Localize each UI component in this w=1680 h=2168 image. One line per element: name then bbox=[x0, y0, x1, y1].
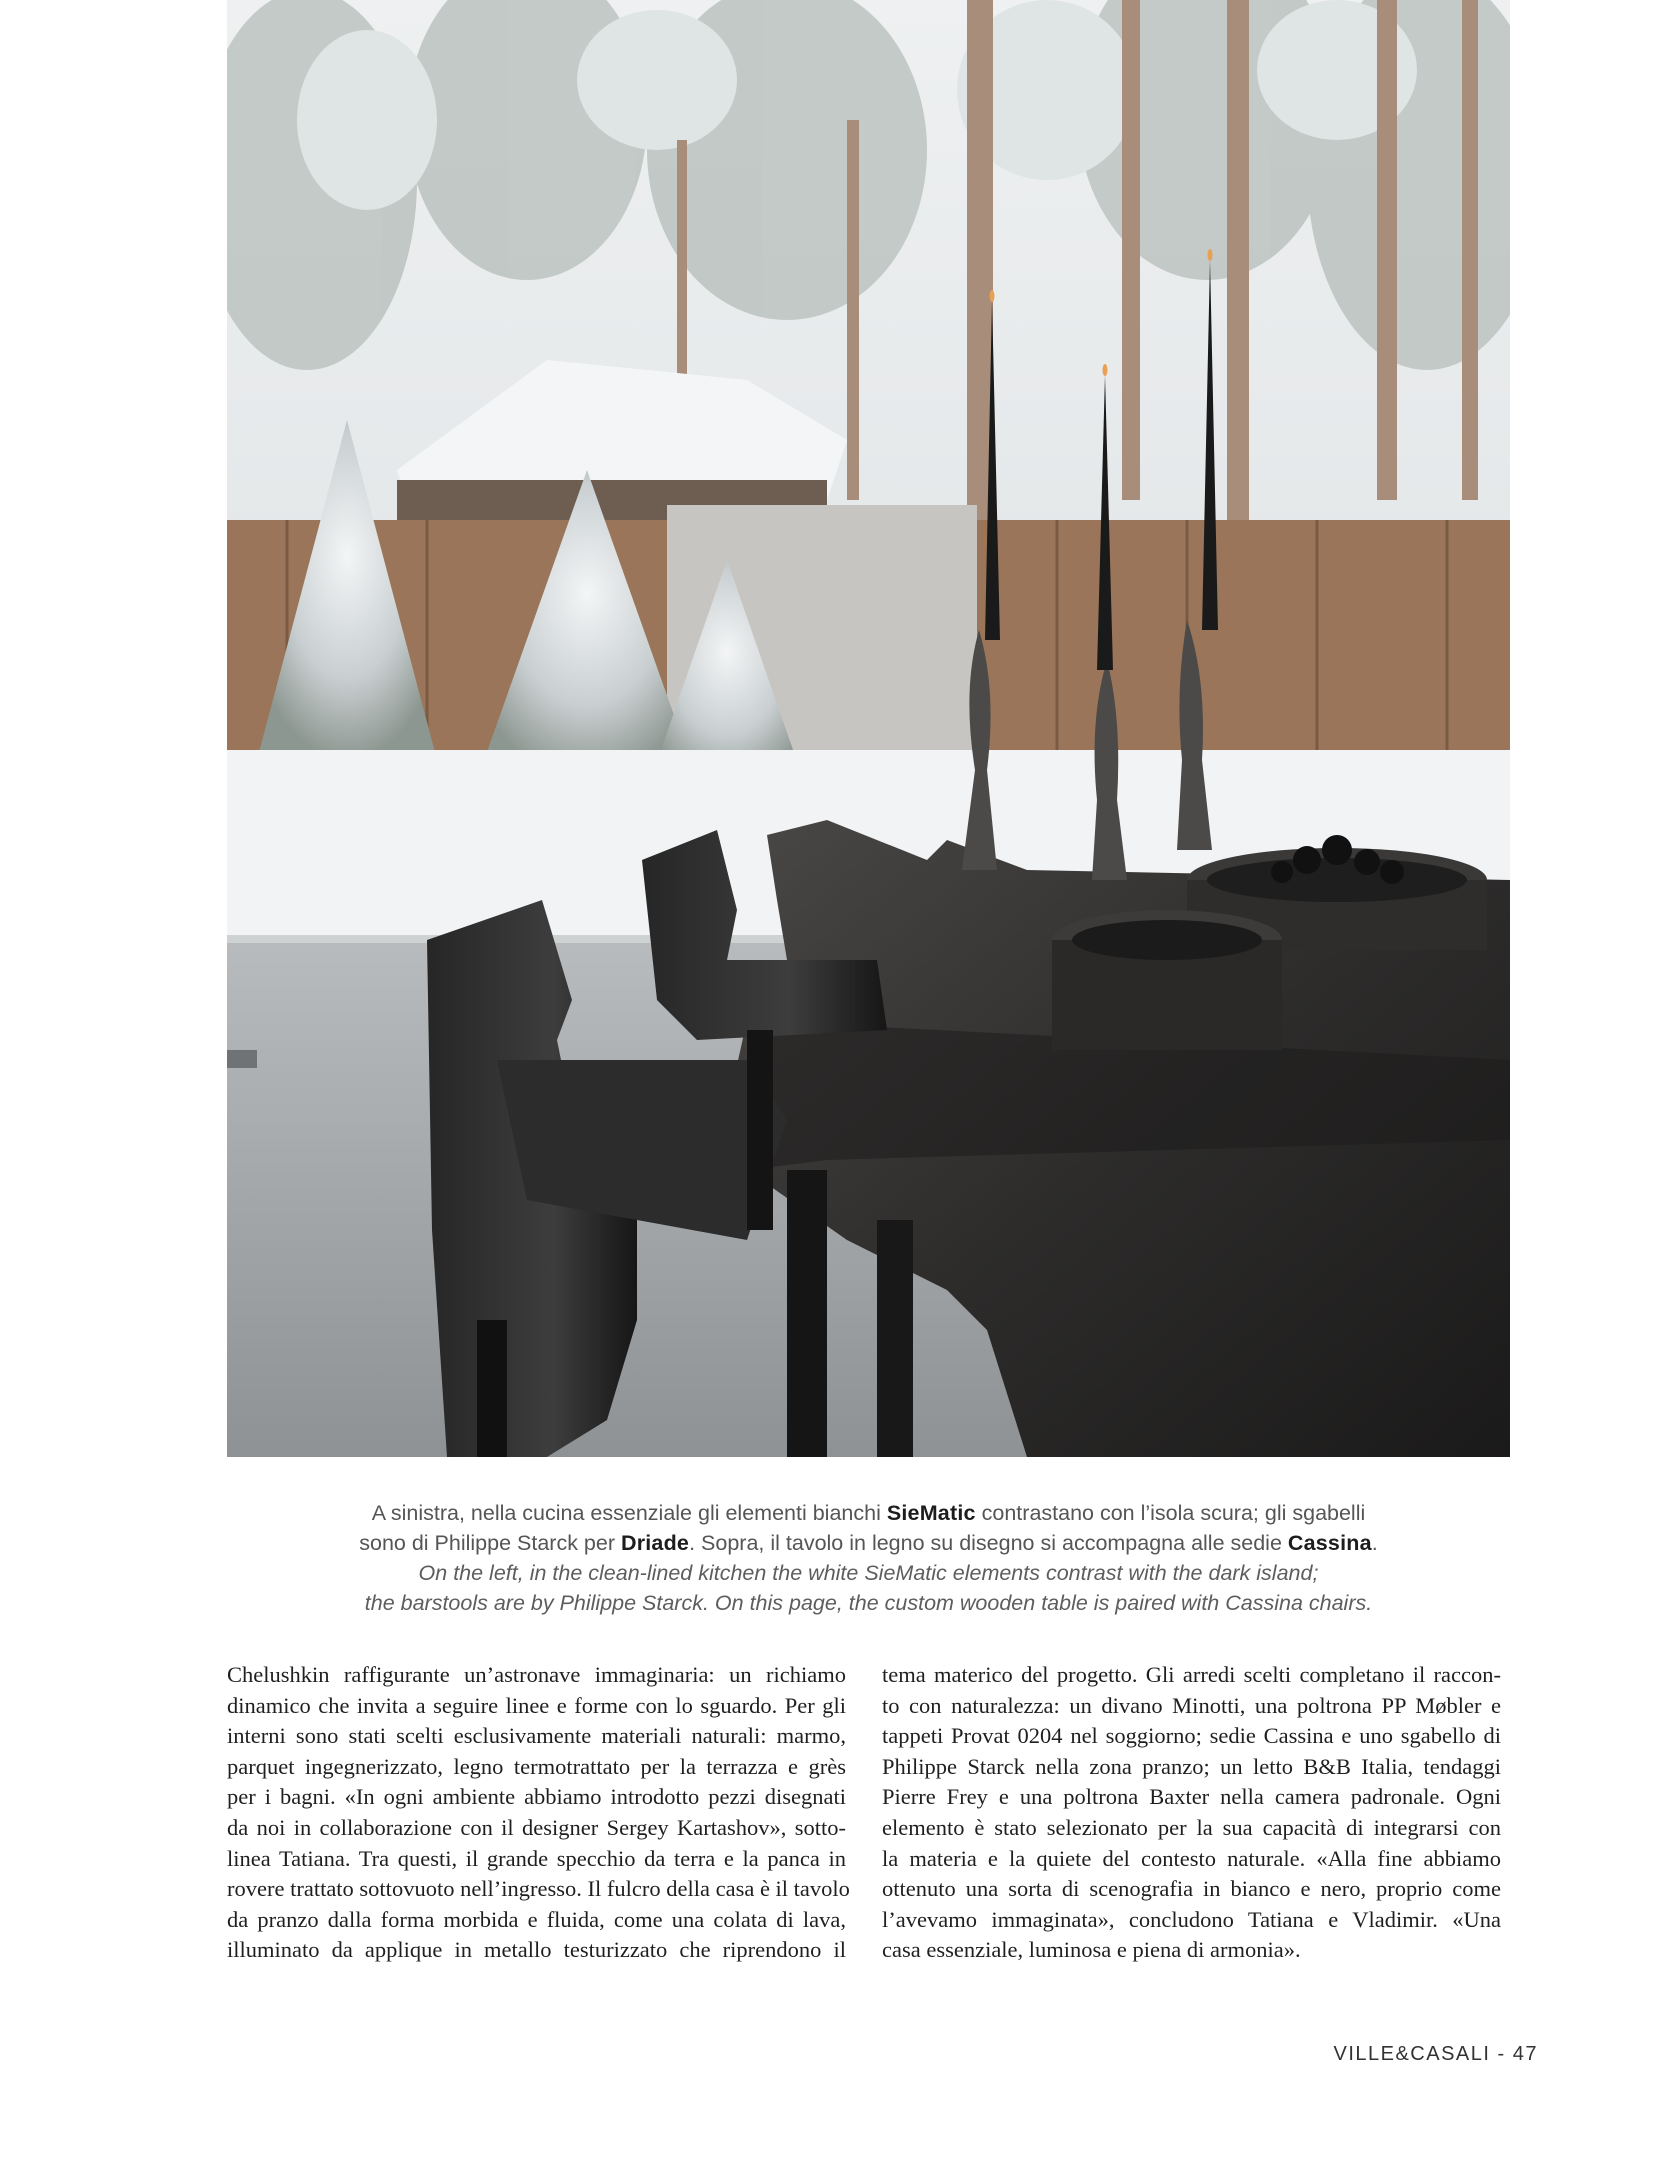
body-line: dinamico che invita a seguire linee e forme con lo sguardo. Per gli bbox=[227, 1692, 846, 1718]
body-line: ottenuto una sorta di scenografia in bianco e nero, proprio come bbox=[882, 1876, 1501, 1902]
photo-caption bbox=[227, 1498, 1510, 1618]
article-body bbox=[227, 1660, 1510, 1990]
caption-text: sono di Philippe Starck per bbox=[359, 1531, 621, 1555]
body-line: linea Tatiana. Tra questi, il grande specchio da terra e la panca in bbox=[227, 1845, 846, 1871]
folio-separator: - bbox=[1497, 2043, 1506, 2065]
caption-brand: Driade bbox=[620, 1531, 690, 1555]
body-line: da pranzo dalla forma morbida e fluida, come una colata di lava, bbox=[227, 1906, 846, 1932]
page-number: 47 bbox=[1512, 2043, 1538, 2065]
article-column-right bbox=[882, 1660, 1501, 1966]
body-line: tema materico del progetto. Gli arredi scelti completano il raccon- bbox=[882, 1662, 1501, 1687]
body-line: la materia e la quiete del contesto naturale. «Alla fine abbiamo bbox=[882, 1845, 1501, 1871]
body-line: l’avevamo immaginata», concludono Tatiana e Vladimir. «Una bbox=[882, 1906, 1501, 1932]
body-line: per i bagni. «In ogni ambiente abbiamo introdotto pezzi disegnati bbox=[227, 1784, 846, 1810]
magazine-name: VILLE&CASALI bbox=[1333, 2043, 1491, 2065]
caption-text: contrastano con l’isola scura; gli sgabelli bbox=[975, 1501, 1366, 1525]
caption-en-line-2: the barstools are by Philippe Starck. On this page, the custom wooden table is paired with Cassina chairs. bbox=[364, 1591, 1373, 1615]
caption-text: . bbox=[1371, 1531, 1378, 1555]
body-line: rovere trattato sottovuoto nell’ingresso. Il fulcro della casa è il tavolo bbox=[227, 1876, 850, 1902]
caption-brand: Cassina bbox=[1287, 1531, 1372, 1555]
body-line: interni sono stati scelti esclusivamente materiali naturali: marmo, bbox=[227, 1723, 846, 1749]
body-line: Pierre Frey e una poltrona Baxter nella camera padronale. Ogni bbox=[882, 1784, 1501, 1810]
caption-it-line-2 bbox=[227, 1528, 1510, 1558]
body-line: tappeti Provat 0204 nel soggiorno; sedie Cassina e uno sgabello di bbox=[882, 1723, 1501, 1749]
body-line: Chelushkin raffigurante un’astronave immaginaria: un richiamo bbox=[227, 1662, 846, 1687]
caption-it-line-1 bbox=[227, 1498, 1510, 1528]
page-folio bbox=[1333, 2043, 1538, 2066]
article-column-left bbox=[227, 1660, 850, 1966]
body-line: parquet ingegnerizzato, legno termotrattato per la terrazza e grès bbox=[227, 1753, 846, 1779]
caption-text: . Sopra, il tavolo in legno su disegno si accompagna alle sedie bbox=[689, 1531, 1288, 1555]
dining-photo bbox=[227, 0, 1510, 1457]
caption-brand: SieMatic bbox=[886, 1501, 976, 1525]
body-line: to con naturalezza: un divano Minotti, una poltrona PP Møbler e bbox=[882, 1692, 1501, 1718]
body-line: da noi in collaborazione con il designer Sergey Kartashov», sotto- bbox=[227, 1814, 846, 1840]
caption-text: A sinistra, nella cucina essenziale gli elementi bianchi bbox=[371, 1501, 887, 1525]
body-line: casa essenziale, luminosa e piena di armonia». bbox=[882, 1937, 1301, 1963]
caption-en-line-1: On the left, in the clean-lined kitchen the white SieMatic elements contrast with the dark island; bbox=[418, 1561, 1319, 1585]
dining-photo-illustration bbox=[227, 0, 1510, 1457]
body-line: Philippe Starck nella zona pranzo; un letto B&B Italia, tendaggi bbox=[882, 1753, 1501, 1779]
body-line: illuminato da applique in metallo testurizzato che riprendono il bbox=[227, 1937, 846, 1963]
body-line: elemento è stato selezionato per la sua capacità di integrarsi con bbox=[882, 1814, 1501, 1840]
